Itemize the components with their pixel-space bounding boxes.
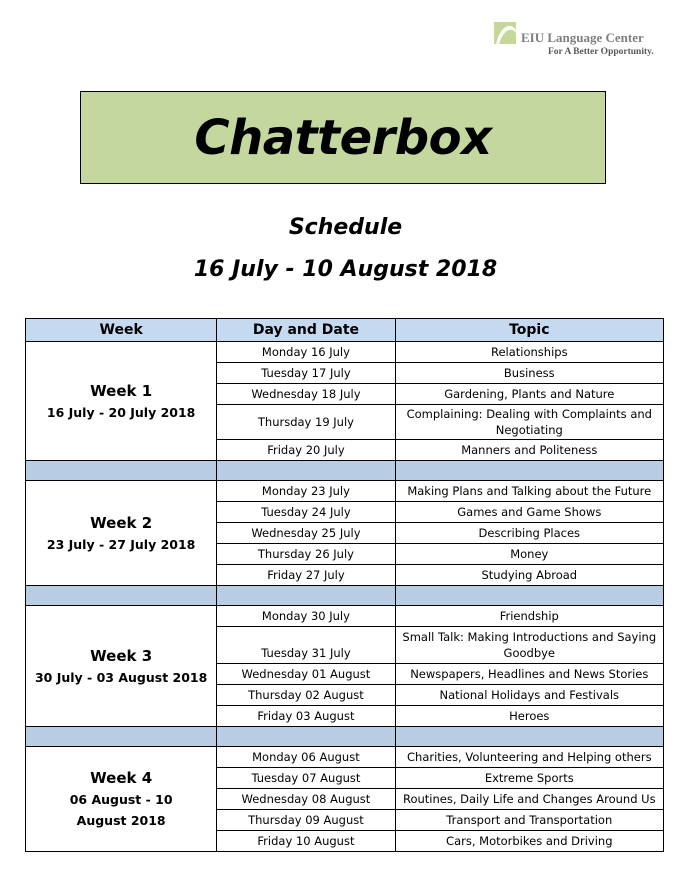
topic-cell: Extreme Sports	[395, 768, 663, 789]
topic-cell: National Holidays and Festivals	[395, 685, 663, 706]
topic-cell: Charities, Volunteering and Helping others	[395, 747, 663, 768]
week-separator-row	[26, 461, 664, 481]
topic-cell: Small Talk: Making Introductions and Saying Goodbye	[395, 627, 663, 664]
table-row	[26, 342, 664, 363]
table-row	[26, 481, 664, 502]
schedule-heading: Schedule	[288, 215, 403, 240]
table-row	[26, 606, 664, 627]
topic-cell: Cars, Motorbikes and Driving	[395, 831, 663, 852]
week-range: 06 August - 10 August 2018	[69, 792, 173, 828]
day-date-cell: Wednesday 18 July	[217, 384, 395, 405]
header-day-date: Day and Date	[217, 319, 395, 342]
table-row	[26, 747, 664, 768]
topic-cell: Routines, Daily Life and Changes Around Us	[395, 789, 663, 810]
day-date-cell: Tuesday 31 July	[217, 627, 395, 664]
week-cell	[26, 747, 217, 852]
table-header-row	[26, 319, 664, 342]
week-label: Week 2	[90, 513, 153, 532]
topic-cell: Manners and Politeness	[395, 440, 663, 461]
day-date-cell: Thursday 02 August	[217, 685, 395, 706]
week-cell	[26, 606, 217, 727]
day-date-cell: Friday 27 July	[217, 565, 395, 586]
logo-tagline: For A Better Opportunity.	[548, 47, 654, 57]
topic-cell: Gardening, Plants and Nature	[395, 384, 663, 405]
day-date-cell: Wednesday 01 August	[217, 664, 395, 685]
topic-cell: Newspapers, Headlines and News Stories	[395, 664, 663, 685]
day-date-cell: Tuesday 07 August	[217, 768, 395, 789]
week-range: 16 July - 20 July 2018	[46, 404, 196, 420]
header-week: Week	[26, 319, 217, 342]
day-date-cell: Monday 23 July	[217, 481, 395, 502]
day-date-cell: Thursday 09 August	[217, 810, 395, 831]
week-label: Week 3	[90, 646, 153, 665]
day-date-cell: Friday 10 August	[217, 831, 395, 852]
topic-cell: Complaining: Dealing with Complaints and Negotiating	[395, 405, 663, 440]
topic-cell: Transport and Transportation	[395, 810, 663, 831]
schedule-date-range: 16 July - 10 August 2018	[193, 257, 498, 282]
page-title: Chatterbox	[194, 109, 492, 166]
logo	[494, 22, 664, 62]
week-cell	[26, 342, 217, 461]
schedule-table	[25, 318, 664, 852]
day-date-cell: Tuesday 24 July	[217, 502, 395, 523]
logo-name: EIU Language Center	[521, 30, 644, 45]
day-date-cell: Monday 06 August	[217, 747, 395, 768]
topic-cell: Relationships	[395, 342, 663, 363]
topic-cell: Friendship	[395, 606, 663, 627]
day-date-cell: Thursday 26 July	[217, 544, 395, 565]
week-separator-row	[26, 586, 664, 606]
day-date-cell: Wednesday 08 August	[217, 789, 395, 810]
day-date-cell: Tuesday 17 July	[217, 363, 395, 384]
header-topic: Topic	[395, 319, 663, 342]
topic-cell: Making Plans and Talking about the Future	[395, 481, 663, 502]
topic-cell: Studying Abroad	[395, 565, 663, 586]
topic-cell: Describing Places	[395, 523, 663, 544]
day-date-cell: Wednesday 25 July	[217, 523, 395, 544]
title-banner	[80, 91, 606, 184]
week-separator-row	[26, 727, 664, 747]
week-range: 30 July - 03 August 2018	[34, 669, 208, 685]
week-cell	[26, 481, 217, 586]
day-date-cell: Thursday 19 July	[217, 405, 395, 440]
day-date-cell: Friday 20 July	[217, 440, 395, 461]
week-range: 23 July - 27 July 2018	[46, 536, 196, 552]
topic-cell: Heroes	[395, 706, 663, 727]
topic-cell: Business	[395, 363, 663, 384]
logo-mark-icon	[494, 22, 516, 44]
day-date-cell: Monday 16 July	[217, 342, 395, 363]
day-date-cell: Monday 30 July	[217, 606, 395, 627]
day-date-cell: Friday 03 August	[217, 706, 395, 727]
topic-cell: Money	[395, 544, 663, 565]
topic-cell: Games and Game Shows	[395, 502, 663, 523]
week-label: Week 4	[90, 769, 153, 787]
week-label: Week 1	[90, 381, 153, 400]
